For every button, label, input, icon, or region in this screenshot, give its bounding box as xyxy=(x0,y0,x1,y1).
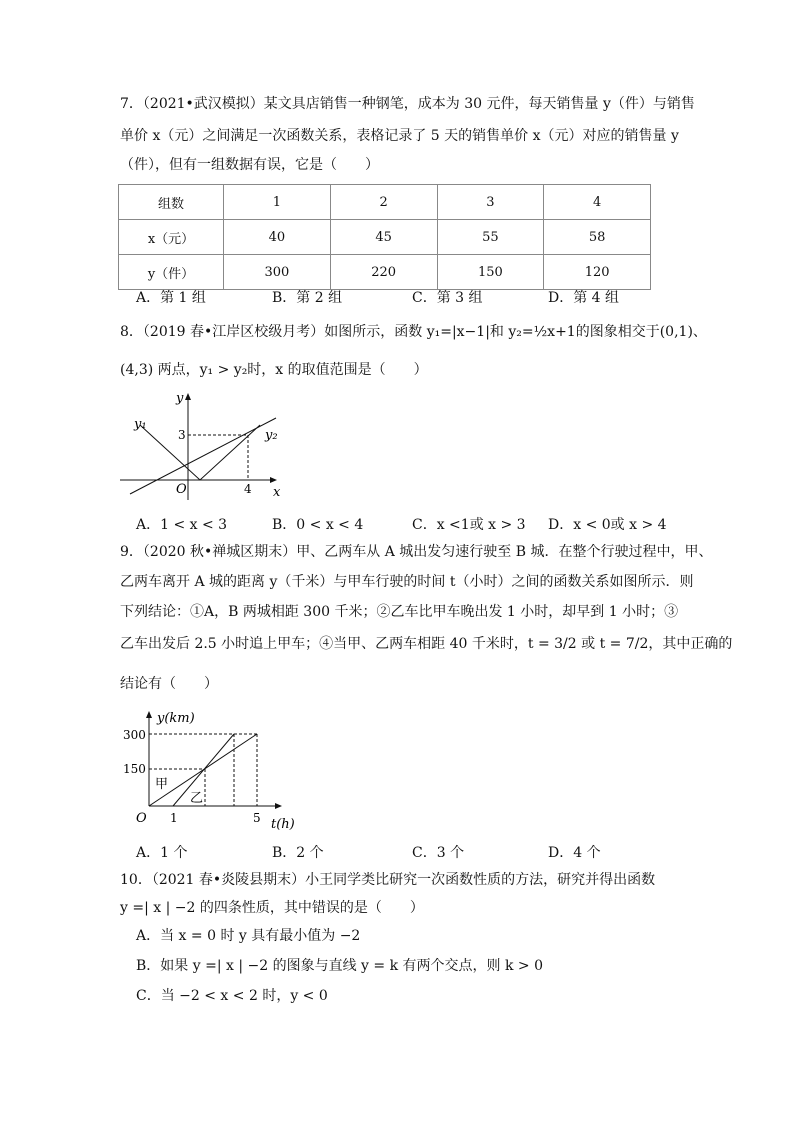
choice-b[interactable]: B．2 个 xyxy=(272,845,324,861)
y2-label: y₂ xyxy=(265,428,278,443)
tick-label-3: 3 xyxy=(178,428,186,442)
choice-c[interactable]: C．x <1或 x > 3 xyxy=(412,517,526,533)
q8-choices xyxy=(136,514,667,534)
choice-d[interactable]: D．4 个 xyxy=(548,845,601,861)
q7-choices xyxy=(136,287,656,307)
y2-graph-line xyxy=(130,418,276,494)
tick-label-1: 1 xyxy=(170,811,178,825)
origin-label: O xyxy=(136,811,147,826)
choice-d[interactable]: D．x < 0或 x > 4 xyxy=(548,517,667,533)
y1-label: y₁ xyxy=(134,417,147,432)
choice-b[interactable]: B．第 2 组 xyxy=(272,290,343,306)
choice-a[interactable]: A．1 < x < 3 xyxy=(136,517,228,533)
q9-stem-line-2: 乙两车离开 A 城的距离 y（千米）与甲车行驶的时间 t（小时）之间的函数关系如图所示．则 xyxy=(120,574,694,590)
table-cell: 组数 xyxy=(119,185,224,220)
q9-stem-line-4: 乙车出发后 2.5 小时追上甲车；④当甲、乙两车相距 40 千米时，t = 3/2 或 t = 7/2，其中正确的 xyxy=(120,636,733,652)
q9-stem-line-1: 9．（2020 秋•禅城区期末）甲、乙两车从 A 城出发匀速行驶至 B 城．在整个行驶过程中，甲、 xyxy=(120,544,713,560)
x-axis-arrow xyxy=(275,803,282,809)
x-axis-arrow xyxy=(270,477,277,483)
q10-stem-line-2: y =| x | −2 的四条性质，其中错误的是（ ） xyxy=(120,900,424,916)
q9-choices xyxy=(136,842,656,862)
choice-a[interactable]: A．第 1 组 xyxy=(136,290,206,306)
y-axis-label: y(km) xyxy=(157,711,195,726)
x-axis-label: t(h) xyxy=(271,817,295,832)
table-cell: 150 xyxy=(437,255,544,290)
q7-data-table xyxy=(118,184,651,290)
y-axis-arrow xyxy=(185,393,191,400)
tick-label-4: 4 xyxy=(244,482,252,496)
choice-b[interactable]: B．0 < x < 4 xyxy=(272,517,364,533)
q7-stem-line-1: 7．（2021•武汉模拟）某文具店销售一种钢笔，成本为 30 元件，每天销售量 y（件）与销售 xyxy=(120,96,695,112)
table-cell: 45 xyxy=(330,220,437,255)
q8-graph xyxy=(120,392,280,502)
choice-c[interactable]: C．3 个 xyxy=(412,845,465,861)
tick-label-150: 150 xyxy=(123,762,146,776)
q8-stem-line-2: (4,3) 两点，y₁ > y₂时，x 的取值范围是（ ） xyxy=(120,362,428,378)
tick-label-5: 5 xyxy=(253,811,261,825)
table-row xyxy=(119,185,651,220)
q9-stem-line-3: 下列结论：①A，B 两城相距 300 千米；②乙车比甲车晚出发 1 小时，却早到 1 小时；③ xyxy=(120,604,679,620)
q8-stem-line-1: 8．（2019 春•江岸区校级月考）如图所示，函数 y₁=|x−1|和 y₂=½x+1的图象相交于(0,1)、 xyxy=(120,324,707,340)
table-cell: 58 xyxy=(544,220,651,255)
tick-label-300: 300 xyxy=(123,728,146,742)
x-axis-label: x xyxy=(273,485,281,500)
q7-stem-line-3: （件），但有一组数据有误，它是（ ） xyxy=(120,157,379,173)
car-yi-label: 乙 xyxy=(190,791,204,806)
q10-option-b[interactable]: B．如果 y =| x | −2 的图象与直线 y = k 有两个交点，则 k > 0 xyxy=(136,958,543,974)
car-yi-line xyxy=(173,734,234,806)
table-cell: 40 xyxy=(224,220,331,255)
table-row xyxy=(119,255,651,290)
q10-option-c[interactable]: C．当 −2 < x < 2 时，y < 0 xyxy=(136,988,328,1004)
table-cell: 220 xyxy=(330,255,437,290)
y1-graph-line xyxy=(140,425,260,480)
table-cell: 4 xyxy=(544,185,651,220)
table-cell: x（元） xyxy=(119,220,224,255)
table-cell: 120 xyxy=(544,255,651,290)
table-cell: 3 xyxy=(437,185,544,220)
q7-stem-line-2: 单价 x（元）之间满足一次函数关系，表格记录了 5 天的销售单价 x（元）对应的销售量 y xyxy=(120,128,679,144)
table-cell: y（件） xyxy=(119,255,224,290)
q9-graph xyxy=(123,706,315,836)
table-cell: 2 xyxy=(330,185,437,220)
origin-label: O xyxy=(176,482,187,497)
table-cell: 300 xyxy=(224,255,331,290)
q9-stem-line-5: 结论有（ ） xyxy=(120,676,218,692)
table-cell: 1 xyxy=(224,185,331,220)
table-cell: 55 xyxy=(437,220,544,255)
q10-stem-line-1: 10．（2021 春•炎陵县期末）小王同学类比研究一次函数性质的方法，研究并得出函数 xyxy=(120,872,656,888)
y-axis-label: y xyxy=(176,391,184,406)
table-row xyxy=(119,220,651,255)
choice-a[interactable]: A．1 个 xyxy=(136,845,188,861)
y-axis-arrow xyxy=(146,711,152,718)
q10-option-a[interactable]: A．当 x = 0 时 y 具有最小值为 −2 xyxy=(136,928,361,944)
car-jia-label: 甲 xyxy=(155,777,169,792)
choice-d[interactable]: D．第 4 组 xyxy=(548,290,620,306)
choice-c[interactable]: C．第 3 组 xyxy=(412,290,483,306)
